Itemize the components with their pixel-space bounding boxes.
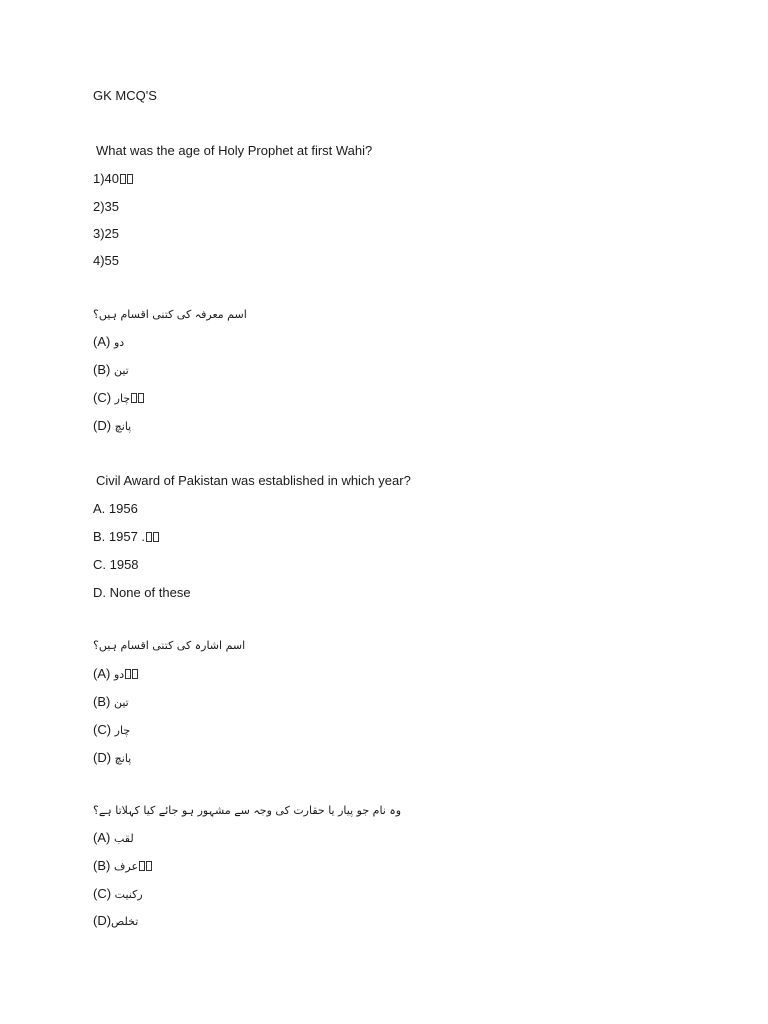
q2-option-a: (A) دو [93, 334, 125, 349]
missing-glyph-box [146, 532, 152, 542]
q3-option-b: B. 1957 . [93, 529, 159, 545]
missing-glyph-box [120, 174, 126, 184]
q3-option-c: C. 1958 [93, 557, 139, 572]
q3-option-d: D. None of these [93, 585, 191, 600]
question-4: اسم اشارہ کی کتنی اقسام ہیں؟ [93, 639, 246, 652]
question-1: What was the age of Holy Prophet at first Wahi? [96, 143, 373, 158]
q3-option-a: A. 1956 [93, 501, 138, 516]
missing-glyph-box [153, 532, 159, 542]
q4-option-a: (A) دو [93, 666, 138, 683]
q1-option-4: 4)55 [93, 253, 120, 268]
q1-option-3: 3)25 [93, 226, 120, 241]
q5-option-d: (D)تخلص [93, 913, 139, 928]
q4-option-c: (C) چار [93, 722, 131, 737]
question-3: Civil Award of Pakistan was established in which year? [96, 473, 411, 488]
missing-glyph-box [146, 861, 152, 871]
q5-option-b: (B) عرف [93, 858, 152, 875]
missing-glyph-box [125, 669, 131, 679]
q2-option-d: (D) پانچ [93, 418, 132, 433]
q4-option-d: (D) پانچ [93, 750, 132, 765]
missing-glyph-box [127, 174, 133, 184]
missing-glyph-box [139, 861, 145, 871]
q4-option-b: (B) تین [93, 694, 129, 709]
q5-option-c: (C) رکنیت [93, 886, 143, 901]
document-title: GK MCQ'S [93, 88, 157, 103]
q2-option-b: (B) تین [93, 362, 129, 377]
q2-option-c: (C) چار [93, 390, 144, 407]
missing-glyph-box [138, 393, 144, 403]
missing-glyph-box [131, 393, 137, 403]
question-2: اسم معرفہ کی کتنی اقسام ہیں؟ [93, 308, 247, 321]
q1-option-1: 1)40 [93, 171, 133, 187]
q5-option-a: (A) لقب [93, 830, 134, 845]
question-5: وہ نام جو پیار یا حقارت کی وجہ سے مشہور ہو جائے کیا کہلاتا ہے؟ [93, 804, 402, 817]
q1-option-2: 2)35 [93, 199, 120, 214]
missing-glyph-box [132, 669, 138, 679]
